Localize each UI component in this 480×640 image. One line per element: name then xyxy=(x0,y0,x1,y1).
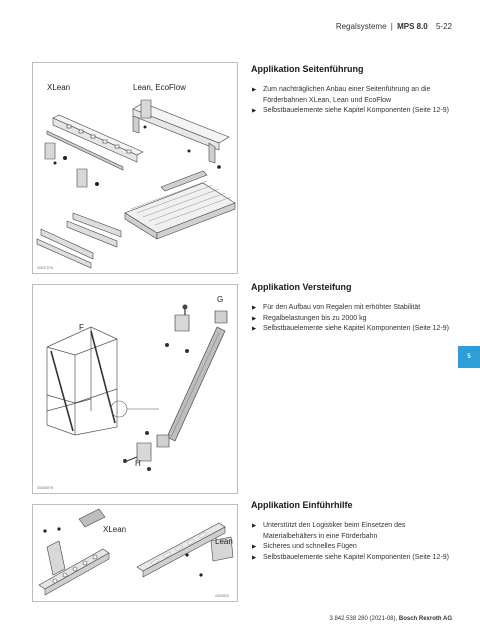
bullet-item: ▶ Regalbelastungen bis zu 2000 kg xyxy=(251,314,456,325)
figure-code: 0053897N xyxy=(37,486,54,490)
fig-label-lean-ecoflow: Lean, EcoFlow xyxy=(133,83,186,92)
chapter-tab: 5 xyxy=(458,346,480,368)
bullet-item: ▶ Selbstbauelemente siehe Kapitel Komponenten (Seite 12-9) xyxy=(251,324,456,335)
bullet-item: ▶ Selbstbauelemente siehe Kapitel Komponenten (Seite 12-9) xyxy=(251,553,456,564)
header-separator: | xyxy=(390,22,393,31)
section-title: Applikation Seitenführung xyxy=(251,64,364,74)
fig-label-lean: Lean xyxy=(215,537,233,546)
bullet-item: ▶ Zum nachträglichen Anbau einer Seitenführung an die Förderbahnen XLean, Lean und EcoFlow xyxy=(251,85,456,106)
page-header xyxy=(336,22,452,31)
header-product: MPS 8.0 xyxy=(397,22,428,31)
figure-code: 0053757N xyxy=(37,266,54,270)
page-footer xyxy=(329,616,452,622)
section-seitenfuehrung xyxy=(251,64,456,117)
section-title: Applikation Versteifung xyxy=(251,282,352,292)
bullet-item: ▶ Selbstbauelemente siehe Kapitel Komponenten (Seite 12-9) xyxy=(251,106,456,117)
header-section: Regalsysteme xyxy=(335,22,387,31)
bullet-item: ▶ Sicheres und schnelles Fügen xyxy=(251,542,456,553)
header-page-number: 5-22 xyxy=(435,22,452,31)
footer-doc-number: 3 842 538 280 (2021-08), xyxy=(329,616,398,622)
section-einfuehrhilfe xyxy=(251,500,456,563)
bullet-list xyxy=(251,303,456,335)
seitenfuehrung-illustration xyxy=(33,63,238,274)
bullet-item: ▶ Für den Aufbau von Regalen mit erhöhter Stabilität xyxy=(251,303,456,314)
section-title: Applikation Einführhilfe xyxy=(251,500,353,510)
bullet-item: ▶ Unterstützt den Logistiker beim Einsetzen des Materialbehälters in eine Förderbahn xyxy=(251,521,456,542)
figure-seitenfuehrung xyxy=(32,62,238,274)
figure-versteifung xyxy=(32,284,238,494)
fig-label-xlean: XLean xyxy=(103,525,127,534)
footer-company: Bosch Rexroth AG xyxy=(398,616,452,622)
fig-label-xlean: XLean xyxy=(47,83,71,92)
bullet-list xyxy=(251,85,456,117)
fig-label-g: G xyxy=(217,295,224,304)
section-versteifung xyxy=(251,282,456,335)
bullet-list xyxy=(251,521,456,563)
fig-label-f: F xyxy=(79,323,84,332)
einfuehrhilfe-illustration xyxy=(33,505,238,602)
figure-code: 0054820 xyxy=(215,594,229,598)
fig-label-h: H xyxy=(135,459,141,468)
figure-einfuehrhilfe xyxy=(32,504,238,602)
